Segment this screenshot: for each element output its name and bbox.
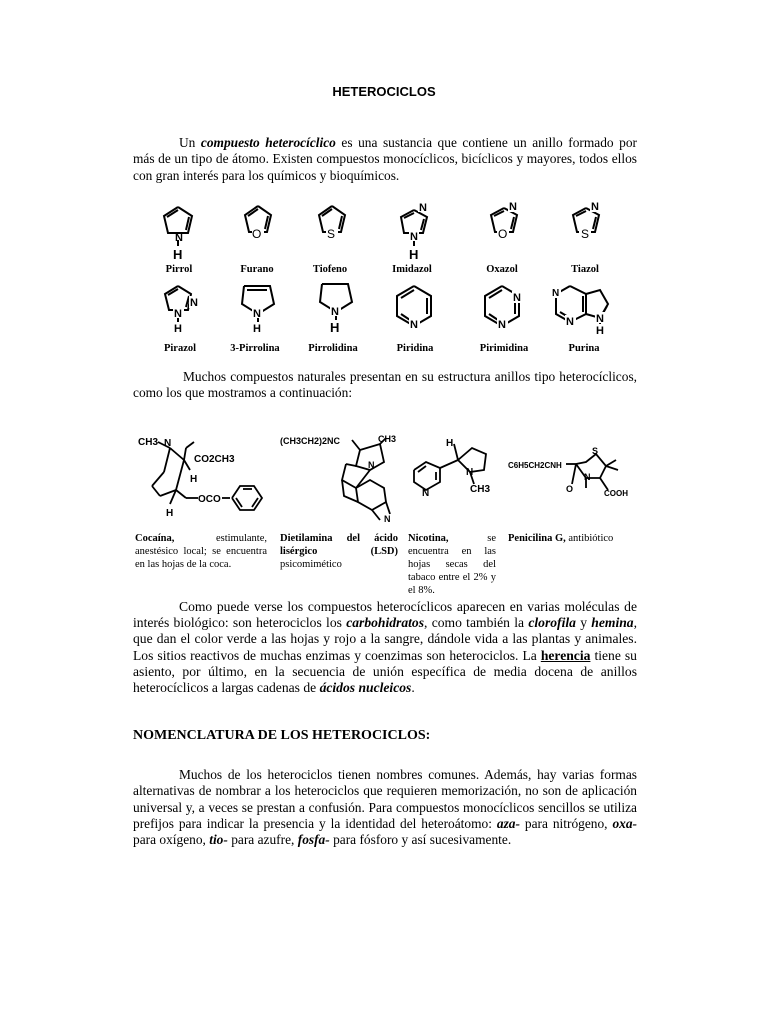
atom-n: N	[591, 201, 599, 213]
atom-n: N	[419, 202, 427, 214]
prefix-fosfa: fosfa-	[297, 832, 330, 848]
purina-structure	[552, 282, 616, 336]
lsd-nh: N	[384, 514, 391, 524]
caption-penicilina-desc: antibiótico	[565, 533, 614, 544]
cocaine-h-bottom: H	[166, 508, 174, 519]
prefix-oxa: oxa-	[612, 815, 637, 831]
caption-penicilina-name: Penicilina G,	[508, 533, 566, 544]
atom-n: N	[513, 292, 521, 304]
term-hemina: hemina	[591, 615, 634, 631]
penicillin-chain: C6H5CH2CNH	[508, 461, 562, 470]
atom-h: H	[174, 323, 182, 334]
label-pirrolidina: Pirrolidina	[308, 343, 358, 354]
pirrolidina-structure	[314, 280, 358, 334]
atom-n: N	[410, 319, 418, 331]
penicillin-cooh: COOH	[604, 489, 628, 498]
para3-text: , que dan el color verde a las hojas y rojo a la sangre, dándole vida a las plantas y animales. Los sitios reactivos de muchas enzimas y coenzimas son heterociclos. La	[133, 615, 638, 663]
label-pirazol: Pirazol	[163, 343, 197, 354]
lsd-structure	[280, 430, 410, 530]
atom-h: H	[253, 323, 261, 334]
piridina-structure	[392, 282, 438, 332]
para3-text: Como puede verse los compuestos heterocíclicos aparecen en varias moléculas de interés biológico: son heterociclos los	[133, 599, 637, 631]
caption-nicotina	[408, 532, 496, 597]
intro-paragraph	[133, 135, 637, 184]
cocaine-ch3: CH3	[138, 437, 159, 448]
nicotina-structure	[410, 432, 510, 502]
prefix-tio: tio-	[209, 832, 228, 848]
label-oxazol: Oxazol	[486, 264, 518, 275]
label-pirimidina: Pirimidina	[479, 343, 529, 354]
label-pirrol: Pirrol	[165, 264, 193, 275]
term-acidos-nucleicos: ácidos nucleicos	[319, 680, 412, 696]
lsd-amide: (CH3CH2)2NC	[280, 436, 341, 446]
intro-term: compuesto heterocíclico	[200, 135, 336, 150]
para3-text: y	[575, 615, 592, 631]
label-piridina: Piridina	[396, 343, 434, 354]
atom-n: N	[422, 488, 430, 499]
para3-text: , como también la	[424, 615, 529, 631]
penicilina-structure	[508, 440, 648, 500]
lsd-ch3: CH3	[378, 434, 397, 444]
para4-text: para azufre,	[227, 832, 298, 848]
oxazol-structure	[484, 198, 526, 243]
tiofeno-structure	[312, 200, 352, 245]
cocaine-h-top: H	[190, 474, 198, 485]
nicotine-h: H	[446, 438, 454, 449]
atom-n: N	[466, 467, 474, 478]
cocaine-ester: CO2CH3	[194, 454, 235, 465]
prefix-aza: aza-	[496, 815, 520, 831]
label-tiofeno: Tiofeno	[312, 264, 348, 275]
caption-nicotina-desc: se encuentra en las hojas secas del tabaco entre el 2% y el 8%.	[408, 533, 496, 596]
natural-compounds-paragraph: Muchos compuestos naturales presentan en su estructura anillos tipo heterocíclicos, como los que mostramos a continuación:	[133, 369, 637, 401]
caption-cocaina-name: Cocaína,	[135, 533, 175, 544]
cocaine-oco: OCO	[198, 494, 221, 505]
para3-text: tiene su asiento, por último, en la secuencia de unión específica de media docena de anillos heterocíclicos a largas cadenas de	[133, 647, 637, 696]
atom-n: N	[174, 308, 182, 320]
term-carbohidratos: carbohidratos	[346, 615, 425, 631]
caption-penicilina	[508, 532, 618, 545]
intro-lead: Un	[179, 135, 201, 150]
atom-n: N	[584, 472, 591, 482]
label-3-pirrolina: 3-Pirrolina	[230, 343, 280, 354]
label-tiazol: Tiazol	[571, 264, 599, 275]
caption-lsd	[280, 532, 398, 571]
tiazol-structure	[566, 198, 608, 243]
term-clorofila: clorofila	[528, 615, 576, 631]
atom-s: S	[581, 227, 590, 241]
atom-n: N	[596, 313, 604, 325]
furano-structure	[238, 200, 278, 245]
nomenclature-paragraph	[133, 767, 637, 848]
pirrol-structure	[158, 200, 200, 262]
intro-rest: es una sustancia que contiene un anillo formado por más de un tipo de átomo. Existen compuestos monocíclicos, bicíclicos y mayores, todos ellos con gran interés para los químicos y bioquímicos.	[133, 135, 637, 183]
atom-n: N	[253, 308, 261, 320]
imidazol-structure	[392, 198, 436, 262]
atom-o: O	[566, 484, 574, 494]
atom-s: S	[592, 446, 599, 456]
atom-n: N	[368, 460, 375, 470]
atom-n: N	[190, 297, 198, 309]
atom-h: H	[173, 247, 183, 262]
atom-n: N	[552, 288, 560, 299]
page-title: HETEROCICLOS	[332, 84, 436, 99]
pirimidina-structure	[480, 282, 526, 332]
label-purina: Purina	[568, 343, 600, 354]
cocaina-structure	[134, 430, 274, 522]
caption-lsd-desc: psicomimético	[280, 559, 342, 570]
atom-n: N	[498, 319, 506, 331]
atom-n: N	[566, 316, 574, 328]
atom-h: H	[409, 247, 419, 262]
atom-n: N	[509, 201, 517, 213]
para4-text: para nitrógeno,	[519, 815, 613, 831]
label-imidazol: Imidazol	[392, 264, 432, 275]
para3-text: .	[411, 680, 415, 696]
section-heading-nomenclatura: NOMENCLATURA DE LOS HETEROCICLOS:	[133, 728, 431, 743]
biological-paragraph	[133, 599, 637, 696]
atom-s: S	[327, 227, 336, 241]
pirrolina-structure	[236, 282, 280, 334]
caption-cocaina	[135, 532, 267, 571]
label-furano: Furano	[240, 264, 274, 275]
term-herencia: herencia	[540, 647, 591, 663]
nicotine-ch3: CH3	[470, 484, 491, 495]
atom-h: H	[330, 320, 340, 334]
pirazol-structure	[158, 282, 204, 334]
atom-n: N	[410, 231, 418, 243]
caption-lsd-name: Dietilamina del ácido lisérgico (LSD)	[280, 533, 398, 557]
atom-n: N	[175, 232, 183, 244]
atom-o: O	[252, 227, 262, 241]
atom-n: N	[331, 306, 339, 318]
atom-n: N	[164, 438, 172, 449]
atom-o: O	[498, 227, 508, 241]
para4-text: para fósforo y así sucesivamente.	[329, 832, 512, 848]
caption-cocaina-desc: estimulante, anestésico local; se encuentra en las hojas de la coca.	[135, 533, 267, 570]
atom-h: H	[596, 325, 604, 336]
caption-nicotina-name: Nicotina,	[408, 533, 449, 544]
para4-text: Muchos de los heterociclos tienen nombres comunes. Además, hay varias formas alternativas de nombrar a los heterociclos que requieren memorización, no son de aplicación universal y, a veces se prestan a confusión. Para compuestos monocíclicos sencillos se utiliza prefijos para indicar la presencia y la identidad del heteroátomo:	[133, 767, 637, 831]
para4-text: para oxígeno,	[133, 832, 210, 848]
